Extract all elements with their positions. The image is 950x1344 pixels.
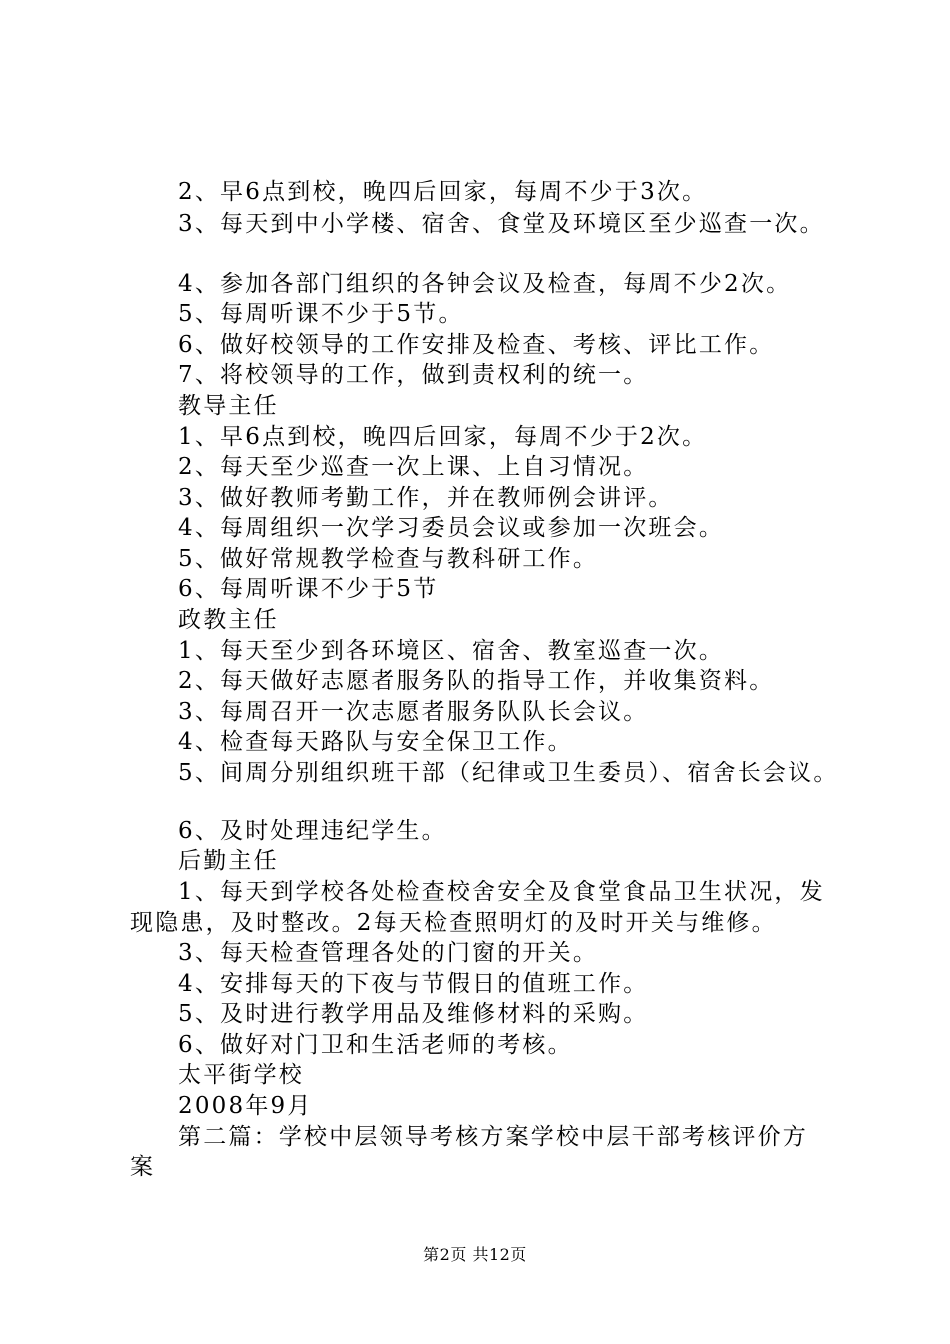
text-line: 4、参加各部门组织的各钟会议及检查，每周不少2次。 xyxy=(178,271,792,297)
text-line: 2、每天做好志愿者服务队的指导工作，并收集资料。 xyxy=(178,668,775,694)
text-line: 案 xyxy=(130,1154,156,1180)
text-line: 4、安排每天的下夜与节假日的值班工作。 xyxy=(178,971,649,997)
text-line: 1、早6点到校，晚四后回家，每周不少于2次。 xyxy=(178,424,708,450)
text-line: 6、及时处理违纪学生。 xyxy=(178,818,447,844)
text-line: 3、每天到中小学楼、宿舍、食堂及环境区至少巡查一次。 xyxy=(178,211,825,237)
text-line: 5、每周听课不少于5节。 xyxy=(178,301,464,327)
text-line: 7、将校领导的工作，做到责权利的统一。 xyxy=(178,362,649,388)
signature-date: 2008年9月 xyxy=(178,1093,313,1119)
page-number-footer: 第2页 共12页 xyxy=(423,1245,527,1264)
text-line: 第二篇：学校中层领导考核方案学校中层干部考核评价方 xyxy=(178,1124,808,1150)
text-line: 1、每天至少到各环境区、宿舍、教室巡查一次。 xyxy=(178,638,725,664)
section-heading: 教导主任 xyxy=(178,393,279,419)
text-line: 2、每天至少巡查一次上课、上自习情况。 xyxy=(178,454,649,480)
section-heading: 后勤主任 xyxy=(178,848,279,874)
section-heading: 政教主任 xyxy=(178,607,279,633)
text-line: 4、检查每天路队与安全保卫工作。 xyxy=(178,729,573,755)
text-line: 4、每周组织一次学习委员会议或参加一次班会。 xyxy=(178,515,725,541)
text-line: 6、每周听课不少于5节 xyxy=(178,576,439,602)
text-line: 5、间周分别组织班干部（纪律或卫生委员）、宿舍长会议。 xyxy=(178,760,839,786)
text-line: 6、做好对门卫和生活老师的考核。 xyxy=(178,1032,573,1058)
text-line: 5、及时进行教学用品及维修材料的采购。 xyxy=(178,1001,649,1027)
text-line: 3、每天检查管理各处的门窗的开关。 xyxy=(178,940,599,966)
signature-org: 太平街学校 xyxy=(178,1062,304,1088)
text-line: 3、做好教师考勤工作，并在教师例会讲评。 xyxy=(178,485,674,511)
text-line: 1、每天到学校各处检查校舍安全及食堂食品卫生状况，发 xyxy=(178,879,825,905)
text-line: 现隐患，及时整改。2每天检查照明灯的及时开关与维修。 xyxy=(130,910,777,936)
text-line: 2、早6点到校，晚四后回家，每周不少于3次。 xyxy=(178,179,708,205)
text-line: 5、做好常规教学检查与教科研工作。 xyxy=(178,546,599,572)
text-line: 3、每周召开一次志愿者服务队队长会议。 xyxy=(178,699,649,725)
text-line: 6、做好校领导的工作安排及检查、考核、评比工作。 xyxy=(178,332,775,358)
